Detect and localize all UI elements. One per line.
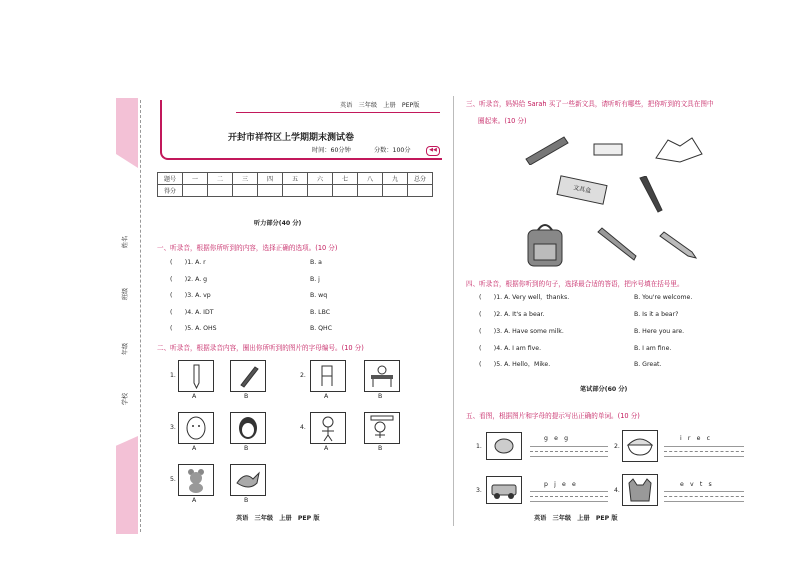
q2-label-b: B [244,393,249,400]
face-pic-b[interactable] [230,412,266,444]
score-header: 题号 [158,173,183,185]
score-header: 七 [333,173,358,185]
q5-letters: e v t s [680,481,712,488]
vest-pic [622,474,658,506]
pen-icon[interactable] [636,176,666,216]
q2-num: 5. [170,476,176,483]
bird-icon [231,465,265,495]
q5-letters: p j e e [544,481,576,488]
listening-title: 听力部分(40 分) [254,220,302,227]
child-icon [311,413,345,443]
q5-letters: i r e c [680,435,711,442]
pencil-box-text: 文具盒 [572,184,592,195]
schoolbag-icon[interactable] [520,220,570,270]
q1-item-right: B. wq [310,292,328,299]
q1-item-left[interactable]: ( )3. A. vp [170,292,211,299]
exam-time: 时间：60分钟 [312,147,351,154]
score-cell[interactable] [408,185,433,197]
q5-num: 1. [476,443,482,450]
vest-icon [623,475,657,505]
q1-item-right: B. LBC [310,309,331,316]
q4-item-left[interactable]: ( )5. A. Hello，Mike. [479,361,551,368]
chair-icon [311,361,345,391]
pencil-icon[interactable] [596,226,640,262]
face-icon [179,413,213,443]
pen-shape [640,176,662,212]
q4-item-right: B. I am fine. [634,345,672,352]
chair-pic-a[interactable] [310,360,346,392]
score-header: 总分 [408,173,433,185]
q1-item-right: B. a [310,259,322,266]
pen-icon [231,361,265,391]
left-footer: 英语 三年级 上册 PEP 版 [236,515,320,522]
score-header: 六 [308,173,333,185]
jeep-pic [486,476,522,504]
writing-line[interactable] [530,446,608,447]
score-cell[interactable] [283,185,308,197]
q4-item-right: B. Great. [634,361,662,368]
pencil-shape [598,228,636,260]
pencil-box-icon[interactable] [556,175,607,205]
child-icon [365,413,399,443]
q2-label-b: B [378,393,383,400]
q4-item-right: B. Is it a bear? [634,311,679,318]
desk-pic-b[interactable] [364,360,400,392]
eraser-shape [594,144,622,155]
side-label-name: 姓名 [122,235,130,249]
book-shape [656,138,702,162]
q1-item-right: B. QHC [310,325,333,332]
writing-line[interactable] [664,501,744,502]
writing-guide [530,496,608,497]
score-header: 一 [183,173,208,185]
q2-label-b: B [244,445,249,452]
q4-item-right: B. Here you are. [634,328,685,335]
side-label-school: 学校 [122,392,130,406]
q4-item-left[interactable]: ( )3. A. Have some milk. [479,328,564,335]
pencil-icon [179,361,213,391]
q2-label-a: A [324,445,329,452]
writing-line[interactable] [664,456,744,457]
writing-line[interactable] [664,446,744,447]
page-divider [453,96,454,526]
q2-label-a: A [192,497,197,504]
right-footer: 英语 三年级 上册 PEP 版 [534,515,618,522]
child-pic-a[interactable] [310,412,346,444]
q2-label-b: B [378,445,383,452]
score-cell[interactable] [333,185,358,197]
q2-num: 2. [300,372,306,379]
q1-item-right: B. j [310,276,320,283]
pencil-pic-a[interactable] [178,360,214,392]
score-label: 得分 [158,185,183,197]
binding-line [140,100,141,532]
score-header: 八 [358,173,383,185]
q1-item-left[interactable]: ( )5. A. OHS [170,325,217,332]
egg-icon [487,433,521,459]
crayon-shape [660,232,696,258]
q2-label-a: A [192,445,197,452]
q1-item-left[interactable]: ( )4. A. IDT [170,309,214,316]
rice-pic [622,430,658,462]
side-band-top [116,98,138,168]
q2-title: 二、听录音，根据录音内容，圈出你所听到的图片的字母编号。(10 分) [157,344,364,352]
schoolbag-shape [528,225,562,266]
q1-title: 一、听录音，根据你所听到的内容，选择正确的选项。(10 分) [157,244,338,252]
score-table [157,172,433,197]
face-pic-a[interactable] [178,412,214,444]
q2-label-a: A [324,393,329,400]
score-cell[interactable] [233,185,258,197]
q1-item-left[interactable]: ( )2. A. g [170,276,208,283]
score-cell[interactable] [183,185,208,197]
writing-line[interactable] [530,501,608,502]
ruler-shape [526,137,568,165]
header-underline [236,112,440,113]
q2-label-a: A [192,393,197,400]
q4-title: 四、听录音，根据你听到的句子，选择最合适的答语，把序号填在括号里。 [466,280,684,288]
q5-title: 五、看图，根据图片和字母的提示写出正确的单词。(10 分) [466,412,640,420]
score-header: 五 [283,173,308,185]
q3-title-line1: 三、听录音，妈妈给 Sarah 买了一些新文具，请听听有哪些，把你听到的文具在图中 [466,100,714,108]
q1-item-left[interactable]: ( )1. A. r [170,259,206,266]
q5-letters: g e g [544,435,569,442]
bear-icon [179,465,213,495]
page-title: 开封市祥符区上学期期末测试卷 [228,133,355,143]
score-header: 四 [258,173,283,185]
child-pic-b[interactable] [364,412,400,444]
side-label-grade: 年级 [122,342,130,356]
jeep-icon [487,477,521,503]
score-cell[interactable] [208,185,233,197]
writing-line[interactable] [530,456,608,457]
arrow-icon: ◀◀ [426,146,440,156]
written-title: 笔试部分(60 分) [580,386,628,393]
pen-pic-b[interactable] [230,360,266,392]
score-header: 三 [233,173,258,185]
score-cell[interactable] [383,185,408,197]
writing-guide [664,496,744,497]
q5-num: 4. [614,487,620,494]
q2-label-b: B [244,497,249,504]
writing-guide [664,451,744,452]
bird-pic-b[interactable] [230,464,266,496]
q5-num: 3. [476,487,482,494]
book-icon[interactable] [654,134,704,164]
ruler-icon[interactable] [524,133,570,165]
q2-num: 4. [300,424,306,431]
side-band-bottom [116,436,138,534]
writing-guide [530,451,608,452]
q4-item-left[interactable]: ( )2. A. It's a bear. [479,311,545,318]
exam-score: 分数：100分 [374,147,411,154]
crayon-icon[interactable] [658,230,698,260]
score-cell[interactable] [258,185,283,197]
rice-bowl-icon [623,431,657,461]
q5-num: 2. [614,443,620,450]
score-header: 九 [383,173,408,185]
q4-item-right: B. You're welcome. [634,294,693,301]
desk-icon [365,361,399,391]
score-cell[interactable] [358,185,383,197]
bear-pic-a[interactable] [178,464,214,496]
side-label-class: 班级 [122,287,130,301]
q2-num: 3. [170,424,176,431]
q3-title-line2: 圈起来。(10 分) [478,117,527,125]
writing-line[interactable] [664,491,744,492]
egg-pic [486,432,522,460]
q4-item-left[interactable]: ( )1. A. Very well，thanks. [479,294,570,301]
q2-num: 1. [170,372,176,379]
score-header: 二 [208,173,233,185]
q4-item-left[interactable]: ( )4. A. I am five. [479,345,542,352]
score-cell[interactable] [308,185,333,197]
header-tag: 英语 三年级 上册 PEP版 [340,102,420,109]
writing-line[interactable] [530,491,608,492]
eraser-icon[interactable] [592,140,626,160]
face-icon [231,413,265,443]
